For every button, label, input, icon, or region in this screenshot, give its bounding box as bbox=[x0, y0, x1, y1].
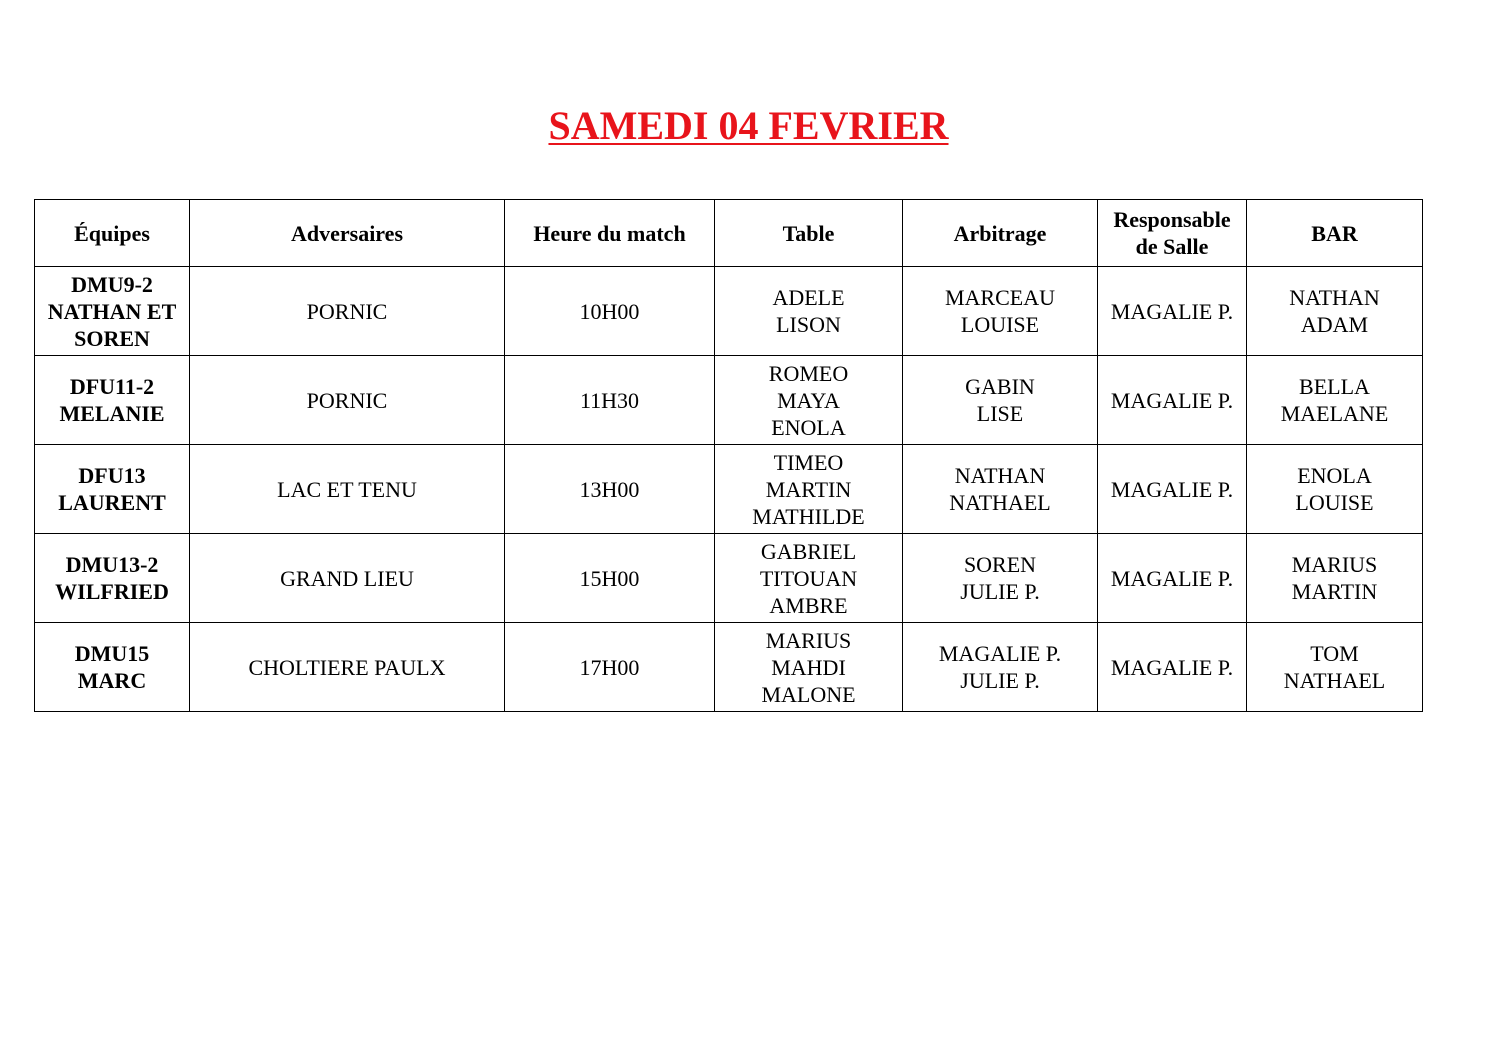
header-bar: BAR bbox=[1247, 200, 1423, 267]
match-time-cell: 17H00 bbox=[505, 623, 715, 712]
team-cell: DMU9-2 NATHAN ET SOREN bbox=[35, 267, 190, 356]
referee-cell: MAGALIE P. JULIE P. bbox=[903, 623, 1098, 712]
header-adversaires: Adversaires bbox=[190, 200, 505, 267]
header-arbitrage: Arbitrage bbox=[903, 200, 1098, 267]
opponent-cell: PORNIC bbox=[190, 267, 505, 356]
team-cell: DFU13 LAURENT bbox=[35, 445, 190, 534]
bar-duty-cell: ENOLA LOUISE bbox=[1247, 445, 1423, 534]
match-time-cell: 13H00 bbox=[505, 445, 715, 534]
referee-cell: NATHAN NATHAEL bbox=[903, 445, 1098, 534]
table-row bbox=[35, 356, 1423, 445]
table-row bbox=[35, 445, 1423, 534]
hall-manager-cell: MAGALIE P. bbox=[1098, 445, 1247, 534]
hall-manager-cell: MAGALIE P. bbox=[1098, 623, 1247, 712]
header-responsable-de-salle: Responsable de Salle bbox=[1098, 200, 1247, 267]
team-cell: DMU15 MARC bbox=[35, 623, 190, 712]
header-heure-du-match: Heure du match bbox=[505, 200, 715, 267]
opponent-cell: PORNIC bbox=[190, 356, 505, 445]
referee-cell: GABIN LISE bbox=[903, 356, 1098, 445]
table-row bbox=[35, 534, 1423, 623]
team-cell: DMU13-2 WILFRIED bbox=[35, 534, 190, 623]
referee-cell: MARCEAU LOUISE bbox=[903, 267, 1098, 356]
referee-cell: SOREN JULIE P. bbox=[903, 534, 1098, 623]
table-row bbox=[35, 267, 1423, 356]
team-cell: DFU11-2 MELANIE bbox=[35, 356, 190, 445]
bar-duty-cell: MARIUS MARTIN bbox=[1247, 534, 1423, 623]
table-duty-cell: ROMEO MAYA ENOLA bbox=[715, 356, 903, 445]
table-duty-cell: GABRIEL TITOUAN AMBRE bbox=[715, 534, 903, 623]
hall-manager-cell: MAGALIE P. bbox=[1098, 534, 1247, 623]
header-row bbox=[35, 200, 1423, 267]
match-time-cell: 11H30 bbox=[505, 356, 715, 445]
page-title: SAMEDI 04 FEVRIER bbox=[548, 103, 949, 148]
bar-duty-cell: TOM NATHAEL bbox=[1247, 623, 1423, 712]
opponent-cell: CHOLTIERE PAULX bbox=[190, 623, 505, 712]
hall-manager-cell: MAGALIE P. bbox=[1098, 356, 1247, 445]
table-duty-cell: TIMEO MARTIN MATHILDE bbox=[715, 445, 903, 534]
opponent-cell: GRAND LIEU bbox=[190, 534, 505, 623]
match-time-cell: 15H00 bbox=[505, 534, 715, 623]
bar-duty-cell: BELLA MAELANE bbox=[1247, 356, 1423, 445]
table-row bbox=[35, 623, 1423, 712]
hall-manager-cell: MAGALIE P. bbox=[1098, 267, 1247, 356]
table-duty-cell: MARIUS MAHDI MALONE bbox=[715, 623, 903, 712]
schedule-table bbox=[34, 199, 1423, 712]
header-equipes: Équipes bbox=[35, 200, 190, 267]
header-table: Table bbox=[715, 200, 903, 267]
bar-duty-cell: NATHAN ADAM bbox=[1247, 267, 1423, 356]
opponent-cell: LAC ET TENU bbox=[190, 445, 505, 534]
table-duty-cell: ADELE LISON bbox=[715, 267, 903, 356]
match-time-cell: 10H00 bbox=[505, 267, 715, 356]
